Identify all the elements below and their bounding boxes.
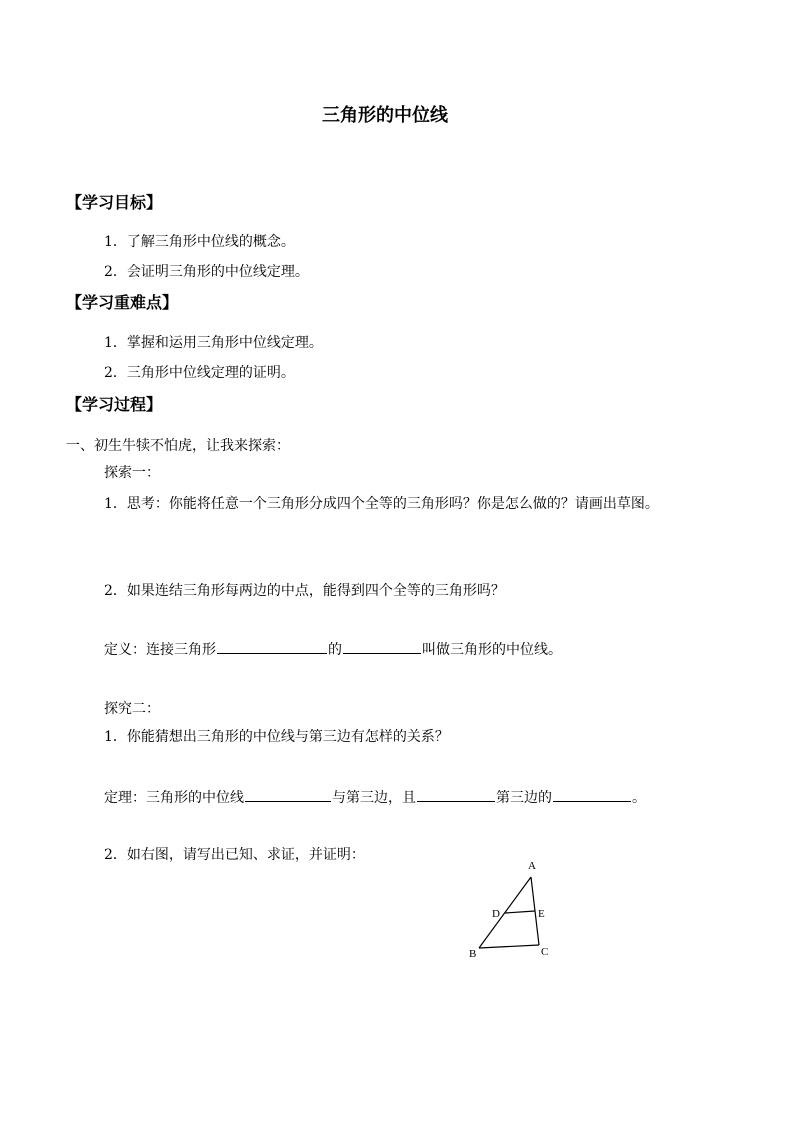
midline-de: [505, 911, 535, 913]
vertex-label-e: E: [538, 908, 545, 920]
definition-suffix: 叫做三角形的中位线。: [422, 642, 562, 658]
definition-prefix: 定义：连接三角形: [104, 642, 216, 658]
definition-blank-1[interactable]: [217, 639, 327, 654]
objectives-heading: 【学习目标】: [66, 193, 163, 212]
theorem-part2: 与第三边，且: [332, 790, 416, 806]
objective-item-1: 1．了解三角形中位线的概念。: [104, 234, 295, 250]
theorem-prefix: 定理：三角形的中位线: [104, 790, 244, 806]
explore2-question-2: 2．如右图，请写出已知、求证，并证明：: [104, 847, 365, 863]
key-point-item-2: 2．三角形中位线定理的证明。: [104, 365, 295, 381]
part1-heading: 一、初生牛犊不怕虎，让我来探索：: [66, 438, 290, 454]
theorem-blank-3[interactable]: [553, 787, 631, 802]
explore1-label: 探索一：: [104, 465, 160, 481]
vertex-label-c: C: [541, 946, 549, 958]
vertex-label-a: A: [528, 860, 536, 872]
triangle-figure: [460, 855, 580, 965]
vertex-label-d: D: [492, 908, 500, 920]
explore2-question-1: 1．你能猜想出三角形的中位线与第三边有怎样的关系？: [104, 729, 449, 745]
key-points-heading: 【学习重难点】: [66, 293, 179, 312]
theorem-end: 。: [632, 790, 646, 806]
theorem-blank-2[interactable]: [417, 787, 495, 802]
explore1-question-1: 1．思考：你能将任意一个三角形分成四个全等的三角形吗？你是怎么做的？请画出草图。: [104, 496, 659, 512]
theorem-part3: 第三边的: [496, 790, 552, 806]
theorem-blank-1[interactable]: [245, 787, 331, 802]
process-heading: 【学习过程】: [66, 395, 163, 414]
theorem-line: [104, 787, 646, 808]
side-bc: [479, 945, 539, 948]
definition-line: [104, 639, 562, 660]
explore1-question-2: 2．如果连结三角形每两边的中点，能得到四个全等的三角形吗？: [104, 583, 505, 599]
page-title: 三角形的中位线: [322, 105, 448, 126]
explore2-label: 探究二：: [104, 701, 160, 717]
definition-blank-2[interactable]: [343, 639, 421, 654]
vertex-label-b: B: [469, 948, 477, 960]
key-point-item-1: 1．掌握和运用三角形中位线定理。: [104, 335, 323, 351]
objective-item-2: 2．会证明三角形的中位线定理。: [104, 264, 309, 280]
definition-mid: 的: [328, 642, 342, 658]
